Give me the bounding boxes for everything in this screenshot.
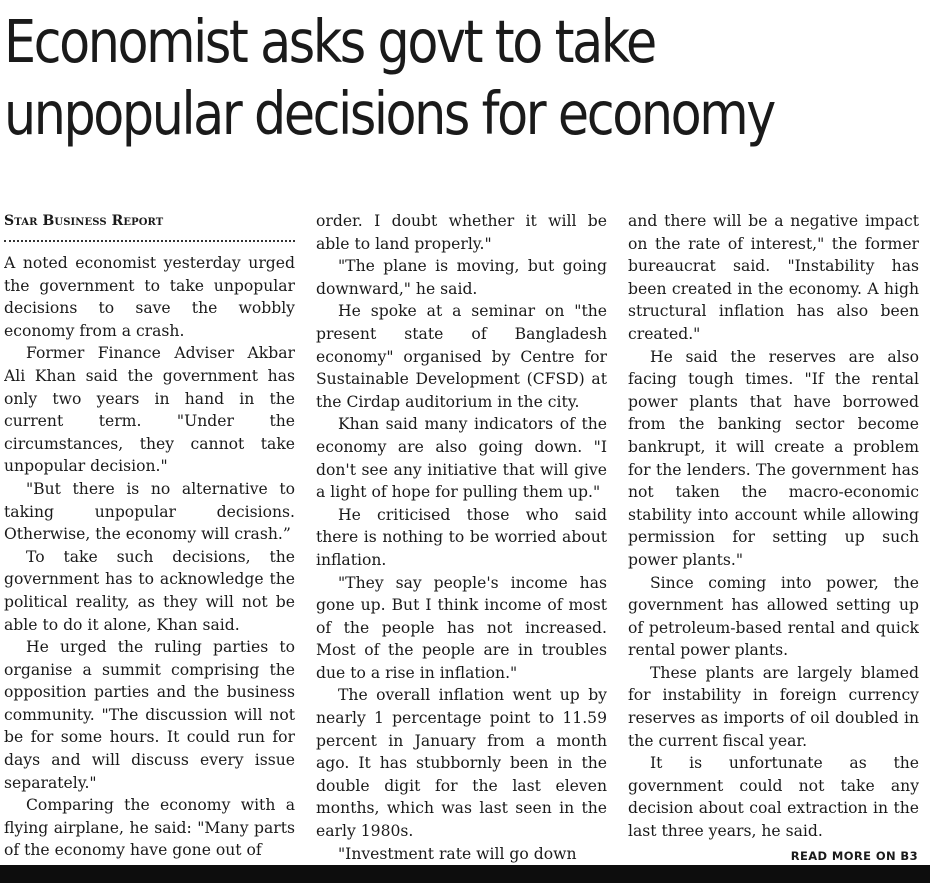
read-more-link[interactable]: READ MORE ON B3 <box>790 849 918 863</box>
paragraph: He urged the ruling parties to organise a summit comprising the opposition parties and the business community. "The discussion will not be for some hours. It could run for days and will discuss every issue separately." <box>4 638 295 792</box>
headline-line-2: unpopular decisions for economy <box>4 79 774 148</box>
headline <box>4 6 797 150</box>
byline: Star Business Report <box>4 213 164 229</box>
byline-divider <box>4 240 295 242</box>
paragraph: Khan said many indicators of the economy are also going down. "I don't see any initiative that will give a light of hope for pulling them up." <box>316 415 607 502</box>
paragraph: He spoke at a seminar on "the present state of Bangladesh economy" organised by Centre for Sustainable Development (CFSD) at the Cirdap auditorium in the city. <box>316 302 607 411</box>
article-column-2 <box>316 210 607 864</box>
paragraph: "But there is no alternative to taking unpopular decisions. Otherwise, the economy will crash.” <box>4 479 295 544</box>
article-column-1 <box>4 210 295 864</box>
paragraph: Since coming into power, the government has allowed setting up of petroleum-based rental and quick rental power plants. <box>628 573 919 660</box>
paragraph: "They say people's income has gone up. But I think income of most of the people has not increased. Most of the people are in troubles due to a rise in inflation." <box>316 573 607 682</box>
paragraph: He criticised those who said there is nothing to be worried about inflation. <box>316 505 607 569</box>
paragraph: order. I doubt whether it will be able to land properly." <box>316 212 607 253</box>
paragraph: Former Finance Adviser Akbar Ali Khan said the government has only two years in hand in the current term. "Under the circumstances, they cannot take unpopular decision." <box>4 344 295 476</box>
bottom-bar <box>0 865 930 883</box>
paragraph: It is unfortunate as the government could not take any decision about coal extraction in the last three years, he said. <box>628 754 919 841</box>
paragraph: "Investment rate will go down <box>338 844 577 863</box>
paragraph: and there will be a negative impact on the rate of interest," the former bureaucrat said. "Instability has been created in the economy. A high structural inflation has also been created." <box>628 212 919 343</box>
article-column-3 <box>628 210 919 864</box>
paragraph: "The plane is moving, but going downward," he said. <box>316 257 607 298</box>
paragraph: To take such decisions, the government has to acknowledge the political reality, as they will not be able to do it alone, Khan said. <box>4 547 295 634</box>
headline-line-1: Economist asks govt to take <box>4 7 655 76</box>
paragraph: He said the reserves are also facing tough times. "If the rental power plants that have borrowed from the banking sector become bankrupt, it will create a problem for the lenders. The government has not taken the macro-economic stability into account while allowing permission for setting up such power plants." <box>628 347 919 569</box>
paragraph: The overall inflation went up by nearly 1 percentage point to 11.59 percent in January from a month ago. It has stubbornly been in the double digit for the last eleven months, which was last seen in the early 1980s. <box>316 686 607 841</box>
paragraph: A noted economist yesterday urged the government to take unpopular decisions to save the wobbly economy from a crash. <box>4 254 295 340</box>
paragraph: These plants are largely blamed for instability in foreign currency reserves as imports of oil doubled in the current fiscal year. <box>628 663 919 750</box>
paragraph: Comparing the economy with a flying airplane, he said: "Many parts of the economy have gone out of <box>4 796 295 860</box>
